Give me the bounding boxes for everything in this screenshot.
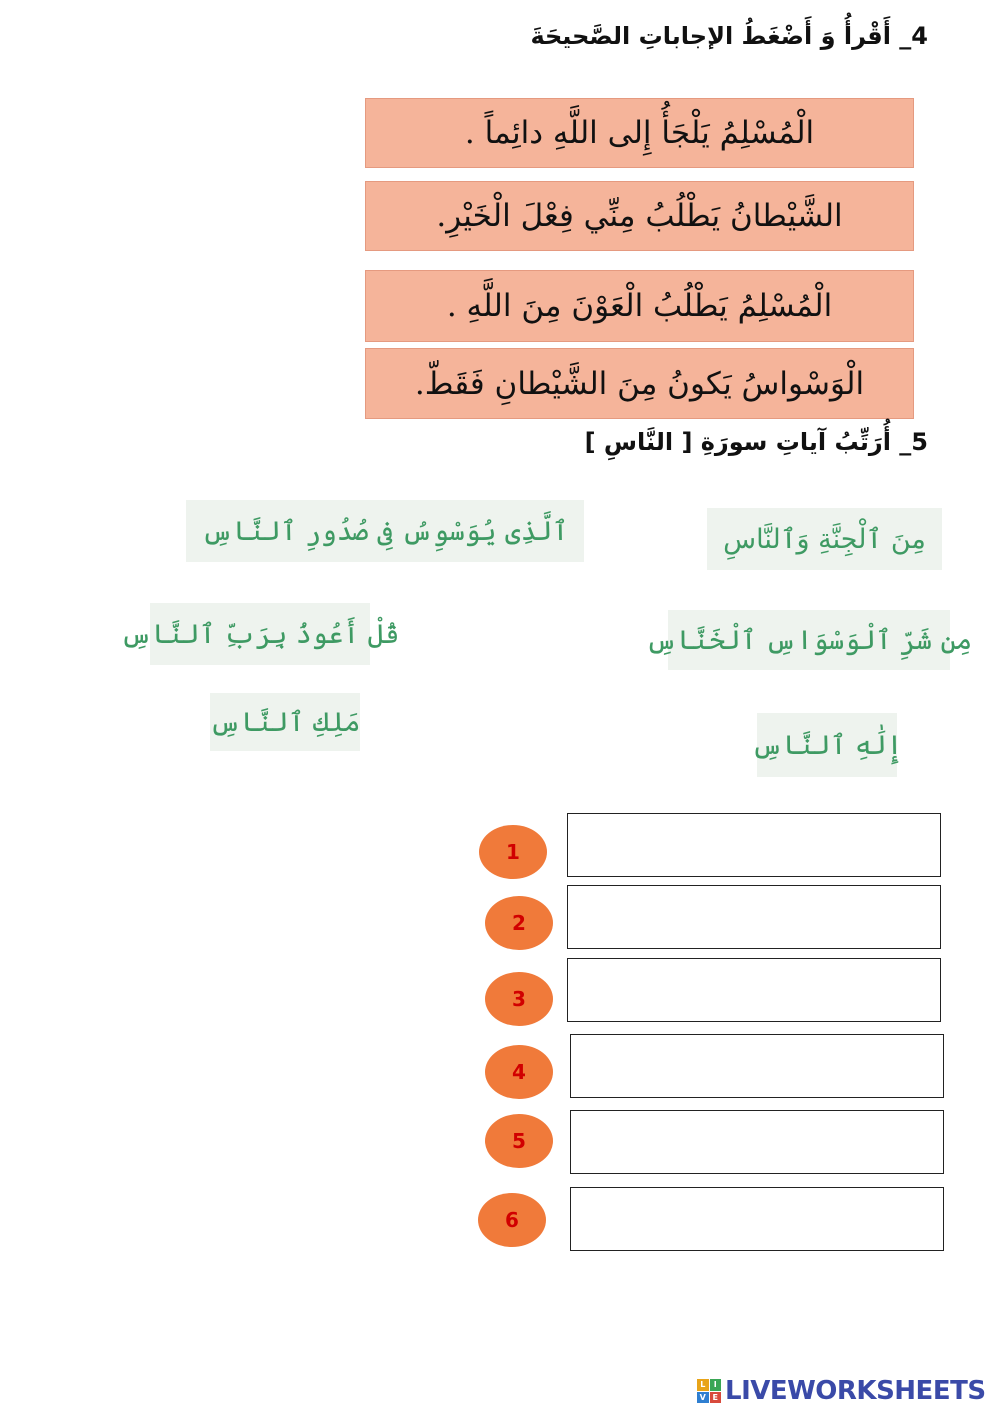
verse-card-mina-aljinnati[interactable]: مِنَ ٱلْجِنَّةِ وَٱلنَّاسِ: [707, 508, 942, 570]
order-number-badge: 6: [478, 1193, 546, 1247]
verse-card-maliki-annas[interactable]: مَلِكِ ٱلنَّاسِ: [210, 693, 360, 751]
verse-card-min-sharri[interactable]: مِن شَرِّ ٱلْوَسْوَاسِ ٱلْخَنَّاسِ: [668, 610, 950, 670]
order-number-badge: 5: [485, 1114, 553, 1168]
answer-option-2[interactable]: الشَّيْطانُ يَطْلُبُ مِنِّي فِعْلَ الْخَيْرِ.: [365, 181, 914, 251]
drop-slot-6[interactable]: [570, 1187, 944, 1251]
order-number-badge: 3: [485, 972, 553, 1026]
liveworksheets-logo: [697, 1376, 986, 1406]
drop-slot-2[interactable]: [567, 885, 941, 949]
verse-card-qul-audhu[interactable]: قُلْ أَعُوذُ بِرَبِّ ٱلنَّاسِ: [150, 603, 370, 665]
verse-card-ilahi-annas[interactable]: إِلَٰهِ ٱلنَّاسِ: [757, 713, 897, 777]
drop-slot-4[interactable]: [570, 1034, 944, 1098]
question-5-title: 5_ أُرَتِّبُ آياتِ سورَةِ [ النَّاسِ ]: [584, 428, 928, 456]
answer-option-1[interactable]: الْمُسْلِمُ يَلْجَأُ إِلى اللَّهِ دائِماً .: [365, 98, 914, 168]
logo-tile-i: I: [710, 1379, 722, 1391]
drop-slot-1[interactable]: [567, 813, 941, 877]
logo-tile-v: V: [697, 1392, 709, 1404]
liveworksheets-logo-icon: [697, 1379, 721, 1403]
liveworksheets-logo-text: LIVEWORKSHEETS: [725, 1376, 986, 1406]
drop-slot-5[interactable]: [570, 1110, 944, 1174]
order-number-badge: 4: [485, 1045, 553, 1099]
verse-card-alladhi-yuwaswis[interactable]: ٱلَّذِى يُوَسْوِسُ فِى صُدُورِ ٱلنَّاسِ: [186, 500, 584, 562]
logo-tile-l: L: [697, 1379, 709, 1391]
answer-option-3[interactable]: الْمُسْلِمُ يَطْلُبُ الْعَوْنَ مِنَ اللَّهِ .: [365, 270, 914, 342]
drop-slot-3[interactable]: [567, 958, 941, 1022]
order-number-badge: 2: [485, 896, 553, 950]
logo-tile-e: E: [710, 1392, 722, 1404]
answer-option-4[interactable]: الْوَسْواسُ يَكونُ مِنَ الشَّيْطانِ فَقَطّ.: [365, 348, 914, 419]
order-number-badge: 1: [479, 825, 547, 879]
question-4-title: 4_ أَقْرأُ وَ أَضْغَطُ الإجاباتِ الصَّحيحَةَ: [530, 22, 928, 50]
